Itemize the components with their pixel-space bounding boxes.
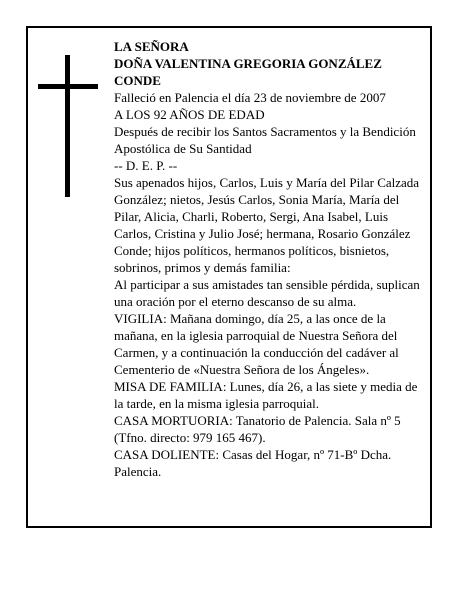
family-mass-paragraph: MISA DE FAMILIA: Lunes, día 26, a las siete y media de la tarde, en la misma iglesia parroquial.	[114, 379, 418, 411]
family-home-paragraph: CASA DOLIENTE: Casas del Hogar, nº 71-Bº Dcha. Palencia.	[114, 447, 392, 479]
cross-horizontal-bar	[38, 84, 98, 89]
vigil-paragraph: VIGILIA: Mañana domingo, día 25, a las once de la mañana, en la iglesia parroquial de Nuestra Señora del Carmen, y a continuación la conducción del cadáver al Cementerio de «Nuestra Señora de los Ángeles».	[114, 311, 399, 377]
heading: LA SEÑORA	[114, 39, 189, 54]
sacraments-line: Después de recibir los Santos Sacramentos y la Bendición Apostólica de Su Santidad	[114, 124, 416, 156]
age-line: A LOS 92 AÑOS DE EDAD	[114, 107, 265, 122]
dep-line: -- D. E. P. --	[114, 158, 178, 173]
obituary-text	[114, 38, 420, 480]
family-paragraph: Sus apenados hijos, Carlos, Luis y María del Pilar Calzada González; nietos, Jesús Carlos, Sonia María, María del Pilar, Alicia, Charli, Roberto, Sergi, Ana Isabel, Luis Carlos, Cristina y Julio José; hermana, Rosario González Conde; hijos políticos, hermanos políticos, bisnietos, sobrinos, primos y demás familia:	[114, 175, 420, 275]
request-paragraph: Al participar a sus amistades tan sensible pérdida, suplican una oración por el eterno descanso de su alma.	[114, 277, 420, 309]
death-line: Falleció en Palencia el día 23 de noviembre de 2007	[114, 90, 386, 105]
deceased-name: DOÑA VALENTINA GREGORIA GONZÁLEZ CONDE	[114, 56, 382, 88]
cross-vertical-bar	[65, 55, 70, 197]
cross-icon	[38, 55, 98, 197]
funeral-home-paragraph: CASA MORTUORIA: Tanatorio de Palencia. Sala nº 5 (Tfno. directo: 979 165 467).	[114, 413, 401, 445]
